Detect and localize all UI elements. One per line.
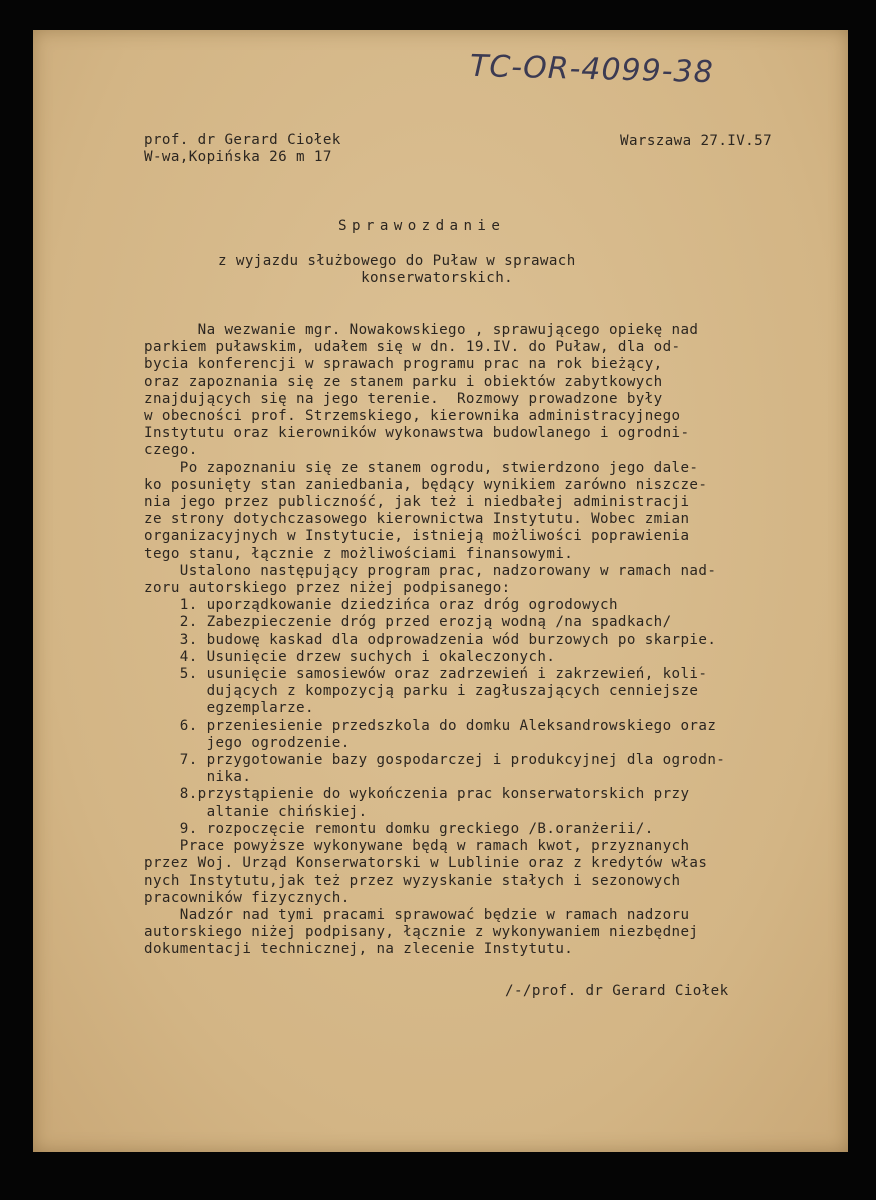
document-title: Sprawozdanie: [338, 218, 506, 234]
signature: /-/prof. dr Gerard Ciołek: [505, 983, 729, 999]
place-date: Warszawa 27.IV.57: [620, 133, 773, 149]
document-subtitle: z wyjazdu służbowego do Puław w sprawach konserwatorskich.: [218, 253, 576, 286]
author-name: prof. dr Gerard Ciołek: [144, 132, 341, 148]
archive-number-handwritten: TC-OR-4099-38: [469, 48, 715, 91]
author-address-line: W-wa,Kopińska 26 m 17: [144, 149, 332, 165]
document-body: Na wezwanie mgr. Nowakowskiego , sprawującego opiekę nad parkiem puławskim, udałem się w dn. 19.IV. do Puław, dla od- bycia konferencji w sprawach programu prac na rok bieżący, oraz zapoznania się ze stanem parku i obiektów zabytkowych znajdujących się na jego terenie. Rozmowy prowadzone były w obecności prof. Strzemskiego, kierownika administracyjnego Instytutu oraz kierowników wykonawstwa budowlanego i ogrodni- czego. Po zapoznaniu się ze stanem ogrodu, stwierdzono jego dale- ko posunięty stan zaniedbania, będący wynikiem zarówno niszcze- nia jego przez publiczność, jak też i niedbałej administracji ze strony dotychczasowego kierownictwa Instytutu. Wobec zmian organizacyjnych w Instytucie, istnieją możliwości poprawienia tego stanu, łącznie z możliwościami finansowymi. Ustalono następujący program prac, nadzorowany w ramach nad- zoru autorskiego przez niżej podpisanego: 1. uporządkowanie dziedzińca oraz dróg ogrodowych 2. Zabezpieczenie dróg przed erozją wodną /na spadkach/ 3. budowę kaskad dla odprowadzenia wód burzowych po skarpie. 4. Usunięcie drzew suchych i okaleczonych. 5. usunięcie samosiewów oraz zadrzewień i zakrzewień, koli- dujących z kompozycją parku i zagłuszających cenniejsze egzemplarze. 6. przeniesienie przedszkola do domku Aleksandrowskiego oraz jego ogrodzenie. 7. przygotowanie bazy gospodarczej i produkcyjnej dla ogrodn- nika. 8.przystąpienie do wykończenia prac konserwatorskich przy altanie chińskiej. 9. rozpoczęcie remontu domku greckiego /B.oranżerii/. Prace powyższe wykonywane będą w ramach kwot, przyznanych przez Woj. Urząd Konserwatorski w Lublinie oraz z kredytów włas nych Instytutu,jak też przez wyzyskanie stałych i sezonowych pracowników fizycznych. Nadzór nad tymi pracami sprawować będzie w ramach nadzoru autorskiego niżej podpisany, łącznie z wykonywaniem niezbędnej dokumentacji technicznej, na zlecenie Instytutu.: [144, 322, 726, 958]
author-address: [144, 132, 341, 166]
